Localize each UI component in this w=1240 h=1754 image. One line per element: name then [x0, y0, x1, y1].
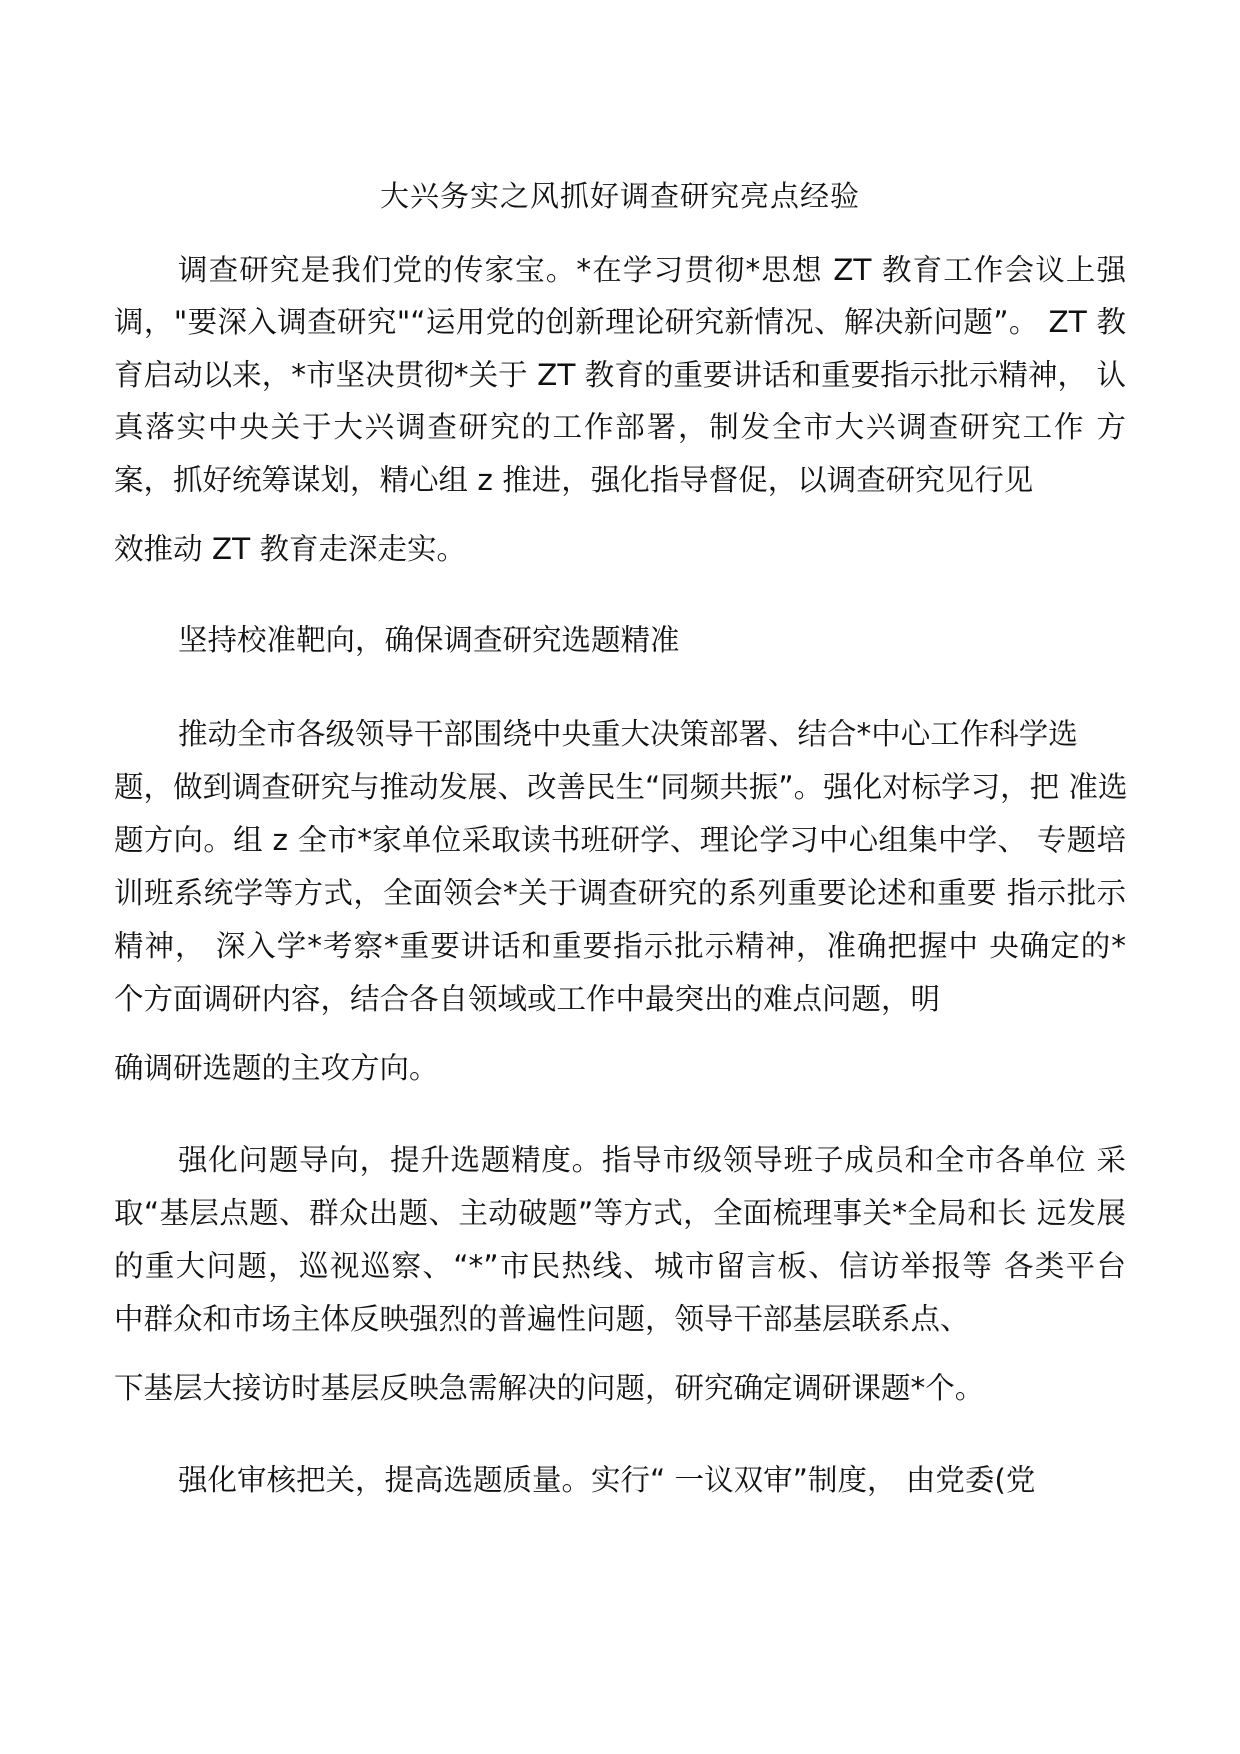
document-title: 大兴务实之风抓好调查研究亮点经验 [379, 179, 860, 213]
paragraph-line: 调查研究是我们党的传家宝。*在学习贯彻*思想 ZT 教育工作会议上强 [178, 253, 1126, 287]
paragraph-line: 精神， 深入学*考察*重要讲话和重要指示批示精神，准确把握中 央确定的* [114, 929, 1126, 963]
paragraph-line: 题方向。组 z 全市*家单位采取读书班研学、理论学习中心组集中学、 专题培 [114, 823, 1126, 857]
section-heading: 坚持校准靶向，确保调查研究选题精准 [178, 623, 680, 657]
paragraph-line: 个方面调研内容，结合各自领域或工作中最突出的难点问题，明 [114, 982, 941, 1016]
paragraph-line: 调，"要深入调查研究"“运用党的创新理论研究新情况、解决新问题”。 ZT 教 [114, 305, 1126, 339]
paragraph-line: 真落实中央关于大兴调查研究的工作部署，制发全市大兴调查研究工作 方 [114, 410, 1126, 444]
paragraph-line: 训班系统学等方式，全面领会*关于调查研究的系列重要论述和重要 指示批示 [114, 876, 1126, 910]
paragraph-line: 强化审核把关，提高选题质量。实行“ 一议双审”制度， 由党委(党 [178, 1463, 1036, 1497]
paragraph-line: 题，做到调查研究与推动发展、改善民生“同频共振”。强化对标学习，把 准选 [114, 770, 1128, 804]
paragraph-line: 效推动 ZT 教育走深走实。 [114, 532, 466, 566]
paragraph-line: 强化问题导向，提升选题精度。指导市级领导班子成员和全市各单位 采 [178, 1143, 1126, 1177]
paragraph-line: 下基层大接访时基层反映急需解决的问题，研究确定调研课题*个。 [114, 1371, 985, 1405]
paragraph-line: 推动全市各级领导干部围绕中央重大决策部署、结合*中心工作科学选 [178, 717, 1078, 751]
paragraph-line: 确调研选题的主攻方向。 [114, 1051, 439, 1085]
paragraph-line: 案，抓好统筹谋划，精心组 z 推进，强化指导督促，以调查研究见行见 [114, 463, 1034, 497]
paragraph-line: 中群众和市场主体反映强烈的普遍性问题，领导干部基层联系点、 [114, 1302, 970, 1336]
paragraph-line: 的重大问题，巡视巡察、“*”市民热线、城市留言板、信访举报等 各类平台 [114, 1249, 1126, 1283]
paragraph-line: 育启动以来，*市坚决贯彻*关于 ZT 教育的重要讲话和重要指示批示精神， 认 [114, 358, 1126, 392]
paragraph-line: 取“基层点题、群众出题、主动破题”等方式，全面梳理事关*全局和长 远发展 [114, 1196, 1126, 1230]
